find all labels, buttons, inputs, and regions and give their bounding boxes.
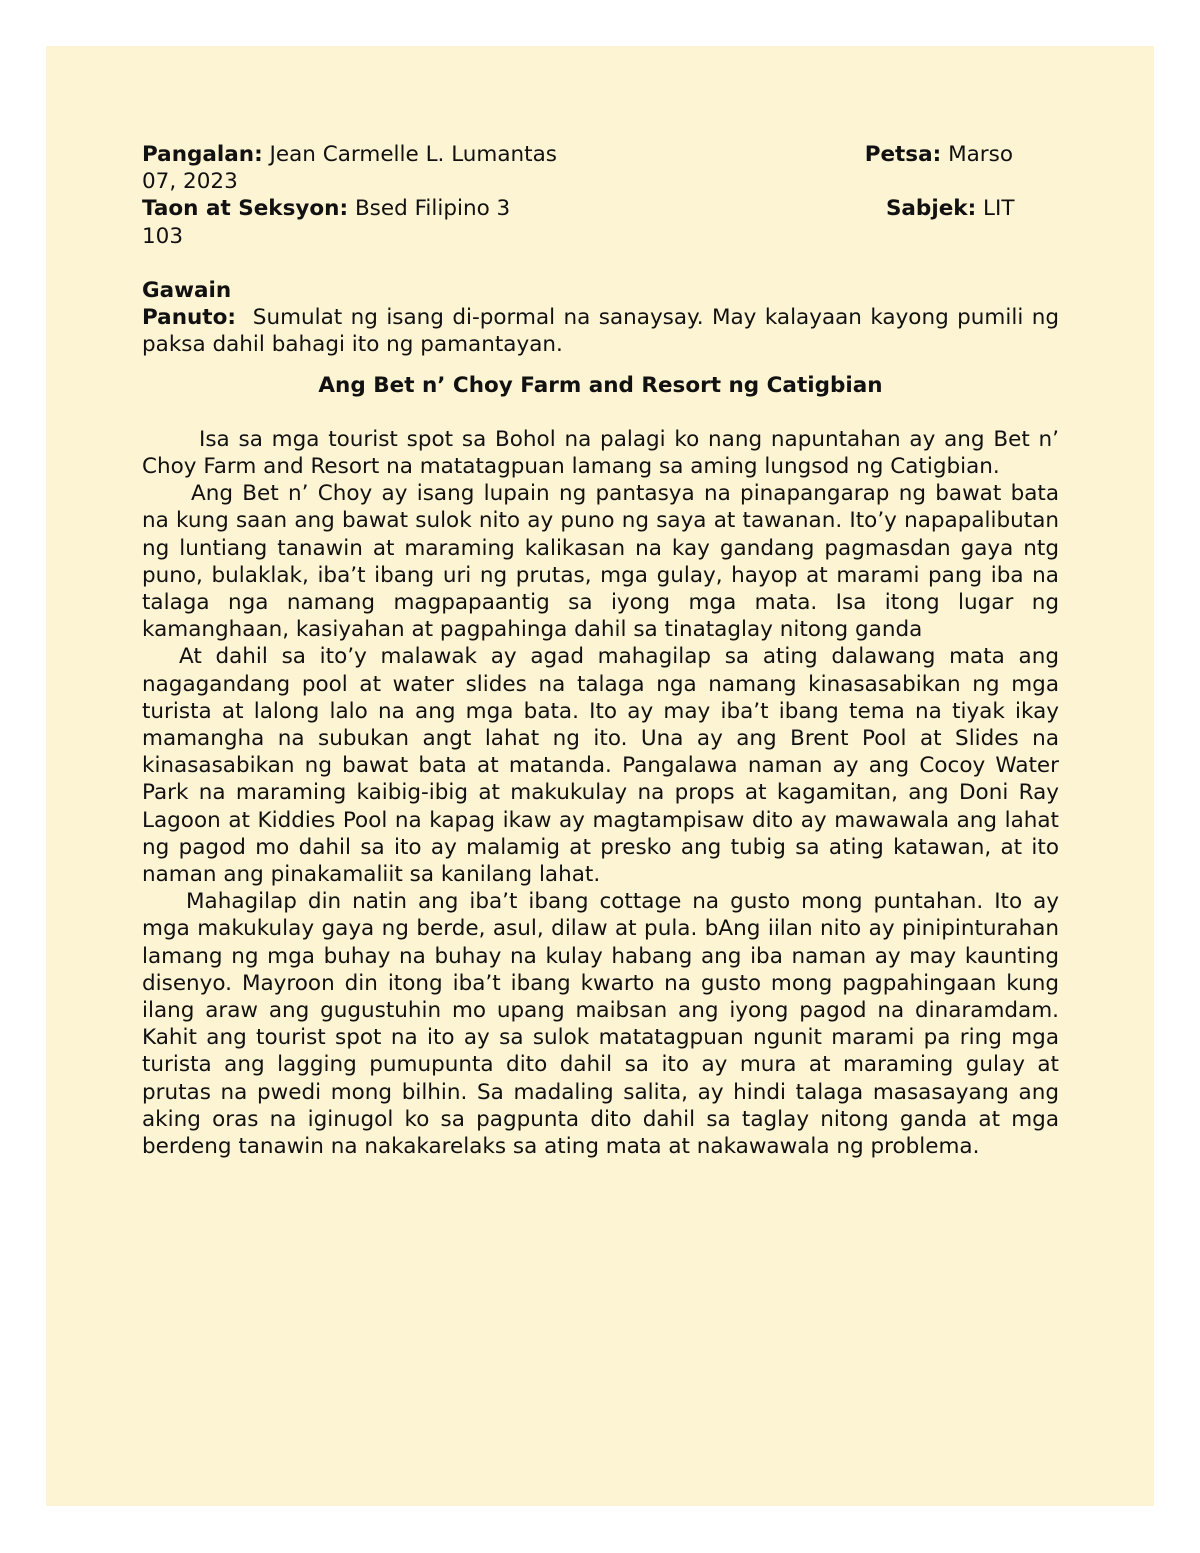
- subject-label: Sabjek:: [885, 196, 977, 222]
- spacer: [142, 250, 1059, 277]
- task-heading: Gawain: [142, 278, 232, 303]
- date-label: Petsa:: [864, 142, 942, 167]
- name-label: Pangalan:: [142, 142, 263, 167]
- header-line-section-subject: [142, 195, 1059, 222]
- header-line-name-date: [142, 141, 1059, 168]
- document-page: [46, 46, 1154, 1506]
- essay-paragraph-1: Isa sa mga tourist spot sa Bohol na palagi ko nang napuntahan ay ang Bet n’ Choy Farm and Resort na matatagpuan lamang sa aming lungsod ng Catigbian.: [142, 426, 1059, 480]
- section-label: Taon at Seksyon:: [142, 196, 349, 222]
- document-content: [142, 141, 1059, 1160]
- date-value: Marso: [948, 142, 1013, 167]
- name-value: Jean Carmelle L. Lumantas: [269, 142, 557, 167]
- essay-paragraph-3: At dahil sa ito’y malawak ay agad mahagilap sa ating dalawang mata ang nagagandang pool at water slides na talaga nga namang kinasasabikan ng mga turista at lalong lalo na ang mga bata. Ito ay may iba’t ibang tema na tiyak ikay mamangha na subukan angt lahat ng ito. Una ay ang Brent Pool at Slides na kinasasabikan ng bawat bata at matanda. Pangalawa naman ay ang Cocoy Water Park na maraming kaibig-ibig at makukulay na props at kagamitan, ang Doni Ray Lagoon at Kiddies Pool na kapag ikaw ay magtampisaw dito ay mawawala ang lahat ng pagod mo dahil sa ito ay malamig at presko ang tubig sa ating katawan, at ito naman ang pinakamaliit sa kanilang lahat.: [142, 644, 1059, 888]
- instructions: [142, 304, 1059, 358]
- essay-paragraph-2: Ang Bet n’ Choy ay isang lupain ng pantasya na pinapangarap ng bawat bata na kung saan ang bawat sulok nito ay puno ng saya at tawanan. Ito’y napapalibutan ng luntiang tanawin at maraming kalikasan na kay gandang pagmasdan gaya ntg puno, bulaklak, iba’t ibang uri ng prutas, mga gulay, hayop at marami pang iba na talaga nga namang magpapaantig sa iyong mga mata. Isa itong lugar ng kamanghaan, kasiyahan at pagpahinga dahil sa tinataglay nitong ganda: [142, 481, 1059, 643]
- essay-title: Ang Bet n’ Choy Farm and Resort ng Catigbian: [318, 372, 883, 398]
- section-value: Bsed Filipino 3: [354, 196, 511, 222]
- instructions-text: Sumulat ng isang di-pormal na sanaysay. May kalayaan kayong pumili ng paksa dahil bahagi ito ng pamantayan.: [142, 305, 1059, 358]
- subject-value: LIT: [983, 196, 1015, 222]
- essay-paragraph-4: Mahagilap din natin ang iba’t ibang cottage na gusto mong puntahan. Ito ay mga makukulay gaya ng berde, asul, dilaw at pula. bAng iilan nito ay pinipinturahan lamang ng mga buhay na buhay na kulay habang ang iba naman ay may kaunting disenyo. Mayroon din itong iba’t ibang kwarto na gusto mong pagpahingaan kung ilang araw ang gugustuhin mo upang maibsan ang iyong pagod na dinaramdam. Kahit ang tourist spot na ito ay sa sulok matatagpuan ngunit marami pa ring mga turista ang lagging pumupunta dito dahil sa ito ay mura at maraming gulay at prutas na pwedi mong bilhin. Sa madaling salita, ay hindi talaga masasayang ang aking oras na iginugol ko sa pagpunta dito dahil sa taglay nitong ganda at mga berdeng tanawin na nakakarelaks sa ating mata at nakawawala ng problema.: [142, 889, 1059, 1160]
- subject-value-continued: 103: [142, 223, 184, 249]
- instructions-label: Panuto:: [142, 305, 236, 331]
- date-value-continued: 07, 2023: [142, 169, 238, 195]
